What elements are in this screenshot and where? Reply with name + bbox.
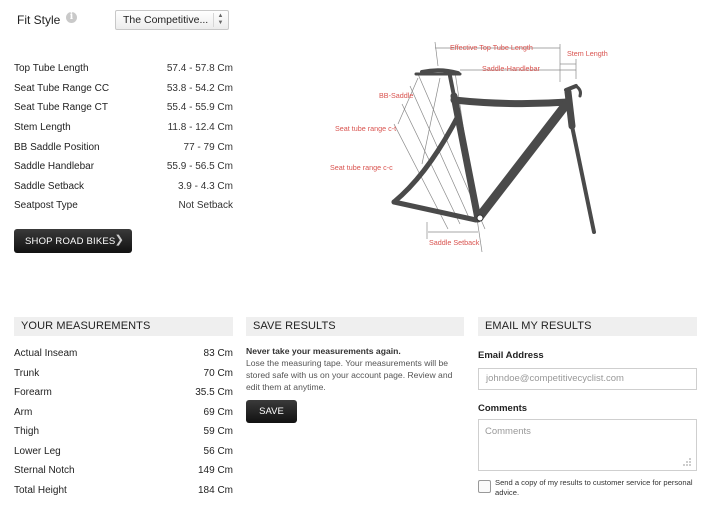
saddle-handlebar-label: Saddle-Handlebar	[482, 64, 540, 73]
spec-name: Saddle Setback	[14, 180, 85, 192]
chevron-right-icon: ❯	[114, 234, 124, 246]
measurement-value: 35.5 Cm	[195, 387, 233, 399]
measurements-list	[14, 344, 233, 500]
spec-row	[14, 59, 233, 79]
measurement-row	[14, 461, 233, 481]
spec-name: Saddle Handlebar	[14, 161, 95, 173]
measurement-value: 83 Cm	[203, 348, 233, 360]
measurement-name: Thigh	[14, 426, 40, 438]
effective-top-tube-label: Effective Top Tube Length	[450, 43, 533, 52]
measurement-row	[14, 364, 233, 384]
save-results-header: SAVE RESULTS	[246, 317, 464, 336]
comments-label: Comments	[478, 403, 528, 414]
spec-value: 11.8 - 12.4 Cm	[167, 122, 233, 134]
spec-row	[14, 118, 233, 138]
spec-value: Not Setback	[178, 200, 233, 212]
measurement-value: 184 Cm	[197, 484, 233, 496]
fit-style-row	[17, 10, 60, 30]
measurement-value: 56 Cm	[203, 445, 233, 457]
save-headline: Never take your measurements again.	[246, 346, 401, 356]
seat-tube-ct-label: Seat tube range c-t	[335, 124, 397, 133]
measurement-row	[14, 422, 233, 442]
measurements-header: YOUR MEASUREMENTS	[14, 317, 233, 336]
spec-name: Seatpost Type	[14, 200, 78, 212]
bike-frame	[394, 70, 594, 232]
select-arrows-icon: ▲ ▼	[217, 13, 224, 26]
measurement-name: Actual Inseam	[14, 348, 78, 360]
seat-tube-cc-label: Seat tube range c-c	[330, 163, 393, 172]
comments-textarea[interactable]	[478, 419, 697, 471]
measurement-row	[14, 403, 233, 423]
measurement-value: 69 Cm	[203, 406, 233, 418]
measurement-name: Lower Leg	[14, 445, 61, 457]
spec-row	[14, 157, 233, 177]
spec-row	[14, 137, 233, 157]
spec-value: 3.9 - 4.3 Cm	[177, 180, 233, 192]
fit-style-label: Fit Style	[17, 13, 61, 27]
spec-value: 55.4 - 55.9 Cm	[166, 102, 233, 114]
spec-row	[14, 177, 233, 197]
spec-value: 55.9 - 56.5 Cm	[166, 161, 233, 173]
fit-style-select[interactable]	[115, 10, 229, 30]
spec-name: Seat Tube Range CT	[14, 102, 108, 114]
bb-saddle-label: BB-Saddle	[379, 91, 414, 100]
measurement-row	[14, 481, 233, 501]
measurement-name: Arm	[14, 406, 33, 418]
select-divider	[213, 13, 214, 27]
fit-style-selected-value: The Competitive...	[123, 14, 209, 26]
measurement-row	[14, 383, 233, 403]
info-icon[interactable]: i	[66, 12, 77, 23]
spec-value: 77 - 79 Cm	[183, 141, 233, 153]
spec-value: 57.4 - 57.8 Cm	[166, 63, 233, 75]
shop-road-bikes-button[interactable]	[14, 229, 132, 253]
measurement-name: Trunk	[14, 367, 40, 379]
resize-grip-icon[interactable]	[682, 457, 692, 467]
bike-fit-diagram	[310, 34, 620, 264]
spec-row	[14, 98, 233, 118]
email-results-header: EMAIL MY RESULTS	[478, 317, 697, 336]
spec-name: BB Saddle Position	[14, 141, 100, 153]
send-copy-checkbox[interactable]	[478, 480, 491, 493]
measurement-name: Sternal Notch	[14, 465, 75, 477]
spec-row	[14, 79, 233, 99]
measurement-value: 149 Cm	[197, 465, 233, 477]
email-field[interactable]: johndoe@competitivecyclist.com	[478, 368, 697, 390]
measurement-name: Forearm	[14, 387, 52, 399]
measurement-name: Total Height	[14, 484, 67, 496]
measurement-value: 70 Cm	[203, 367, 233, 379]
spec-row	[14, 196, 233, 216]
shop-road-bikes-label: SHOP ROAD BIKES	[25, 235, 116, 247]
email-address-label: Email Address	[478, 350, 544, 361]
save-body: Lose the measuring tape. Your measurements will be stored safe with us on your account page. Review and edit them at anytime.	[246, 358, 453, 392]
bottom-bracket	[477, 215, 483, 221]
save-description	[246, 345, 460, 393]
fit-spec-list	[14, 59, 233, 216]
spec-name: Seat Tube Range CC	[14, 82, 110, 94]
measurement-value: 59 Cm	[203, 426, 233, 438]
stem-length-label: Stem Length	[567, 49, 608, 58]
save-button[interactable]: SAVE	[246, 400, 297, 423]
measurement-row	[14, 344, 233, 364]
send-copy-label: Send a copy of my results to customer service for personal advice.	[495, 478, 693, 497]
spec-value: 53.8 - 54.2 Cm	[166, 82, 233, 94]
spec-name: Stem Length	[14, 122, 71, 134]
saddle-setback-label: Saddle Setback	[429, 238, 480, 247]
spec-name: Top Tube Length	[14, 63, 89, 75]
measurement-row	[14, 442, 233, 462]
comments-placeholder: Comments	[485, 426, 531, 437]
